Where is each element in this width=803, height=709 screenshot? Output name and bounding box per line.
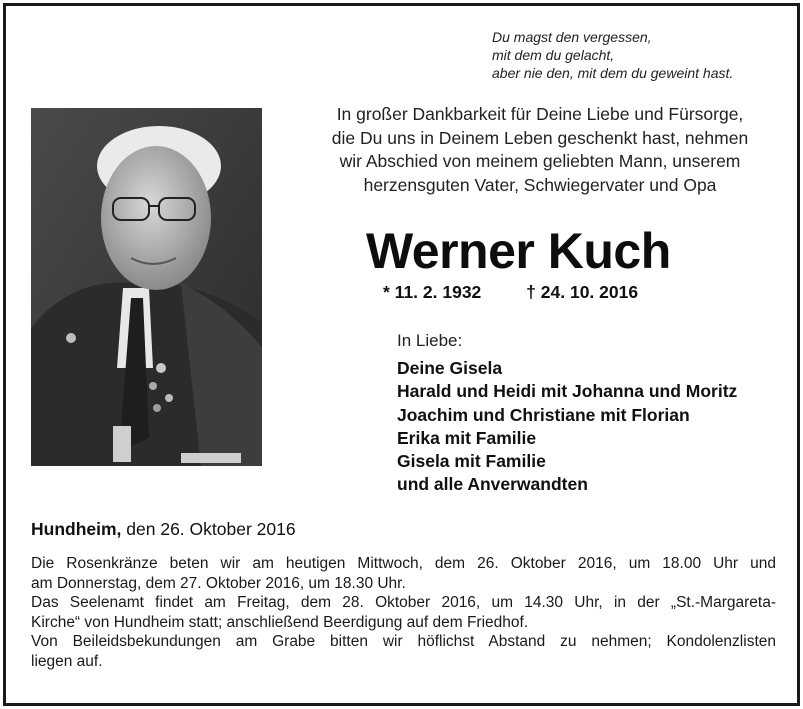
notice-line: am Donnerstag, dem 27. Oktober 2016, um 18.30 Uhr. [31,574,406,592]
intro-line: die Du uns in Deinem Leben geschenkt hast, nehmen [331,127,749,148]
portrait-photo [31,108,262,466]
family-member: Gisela mit Familie [397,451,546,472]
family-member: Harald und Heidi mit Johanna und Moritz [397,381,738,402]
memorial-quote [492,28,792,82]
service-details [31,554,776,671]
notice-line: Von Beileidsbekundungen am Grabe bitten wir höflichst Abstand zu nehmen; Kondolenzlisten [31,633,776,650]
intro-line: In großer Dankbarkeit für Deine Liebe und Fürsorge, [336,104,744,124]
place-and-date [31,519,296,540]
place-name: Hundheim, [31,519,122,539]
quote-line: Du magst den vergessen, [492,29,652,45]
intro-text [280,103,800,197]
intro-line: herzensguten Vater, Schwiegervater und Opa [363,174,717,195]
quote-line: mit dem du gelacht, [492,47,615,63]
deceased-name: Werner Kuch [366,223,671,279]
family-list [397,357,797,497]
quote-line: aber nie den, mit dem du geweint hast. [492,65,734,81]
portrait-illustration [31,108,262,466]
death-date: † 24. 10. 2016 [526,282,639,302]
notice-line: liegen auf. [31,652,103,670]
family-label: In Liebe: [397,331,463,350]
family-member: und alle Anverwandten [397,474,588,495]
notice-date: den 26. Oktober 2016 [121,519,296,539]
family-member: Joachim und Christiane mit Florian [397,404,690,425]
notice-line: Das Seelenamt findet am Freitag, dem 28. Oktober 2016, um 14.30 Uhr, in der „St.-Margareta- [31,594,776,611]
birth-date: * 11. 2. 1932 [383,282,482,302]
family-member: Erika mit Familie [397,427,537,448]
family-member: Deine Gisela [397,358,503,378]
notice-line: Die Rosenkränze beten wir am heutigen Mittwoch, dem 26. Oktober 2016, um 18.00 Uhr und [31,555,776,572]
notice-line: Kirche“ von Hundheim statt; anschließend Beerdigung auf dem Friedhof. [31,613,529,631]
life-dates [383,282,683,303]
intro-line: wir Abschied von meinem geliebten Mann, unserem [339,151,741,171]
